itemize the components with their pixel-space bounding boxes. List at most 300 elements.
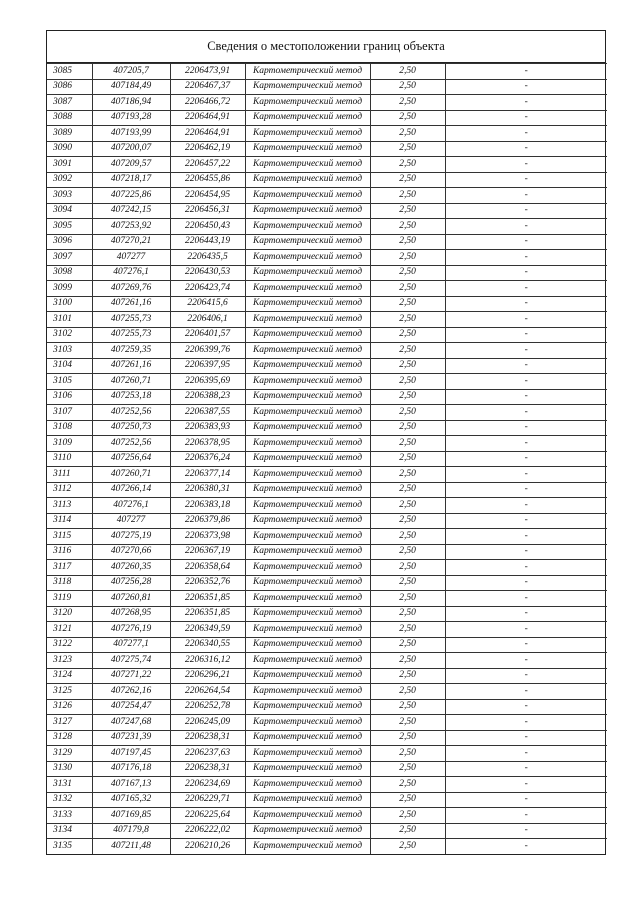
coordinate-y-cell: 2206467,37: [170, 79, 245, 95]
method-cell: Картометрический метод: [245, 172, 370, 188]
coordinate-y-cell: 2206349,59: [170, 622, 245, 638]
precision-cell: 2,50: [370, 64, 445, 80]
coordinate-x-cell: 407261,16: [92, 358, 170, 374]
table-row: [47, 699, 607, 715]
method-cell: Картометрический метод: [245, 203, 370, 219]
point-number-cell: 3089: [47, 126, 92, 142]
precision-cell: 2,50: [370, 203, 445, 219]
point-number-cell: 3109: [47, 436, 92, 452]
table-row: [47, 792, 607, 808]
coordinate-x-cell: 407247,68: [92, 715, 170, 731]
precision-cell: 2,50: [370, 420, 445, 436]
point-number-cell: 3096: [47, 234, 92, 250]
coordinate-y-cell: 2206454,95: [170, 188, 245, 204]
coordinate-x-cell: 407276,19: [92, 622, 170, 638]
method-cell: Картометрический метод: [245, 653, 370, 669]
point-number-cell: 3098: [47, 265, 92, 281]
coordinate-x-cell: 407165,32: [92, 792, 170, 808]
method-cell: Картометрический метод: [245, 157, 370, 173]
precision-cell: 2,50: [370, 715, 445, 731]
table-row: [47, 250, 607, 266]
coordinate-x-cell: 407179,8: [92, 823, 170, 839]
coordinate-y-cell: 2206352,76: [170, 575, 245, 591]
method-cell: Картометрический метод: [245, 374, 370, 390]
coordinate-x-cell: 407275,74: [92, 653, 170, 669]
coordinate-y-cell: 2206316,12: [170, 653, 245, 669]
description-cell: -: [445, 467, 607, 483]
point-number-cell: 3092: [47, 172, 92, 188]
coordinate-x-cell: 407260,35: [92, 560, 170, 576]
coordinate-y-cell: 2206383,18: [170, 498, 245, 514]
description-cell: -: [445, 64, 607, 80]
description-cell: -: [445, 622, 607, 638]
point-number-cell: 3127: [47, 715, 92, 731]
method-cell: Картометрический метод: [245, 405, 370, 421]
method-cell: Картометрический метод: [245, 436, 370, 452]
coordinate-y-cell: 2206455,86: [170, 172, 245, 188]
precision-cell: 2,50: [370, 157, 445, 173]
method-cell: Картометрический метод: [245, 761, 370, 777]
coordinate-y-cell: 2206415,6: [170, 296, 245, 312]
precision-cell: 2,50: [370, 126, 445, 142]
description-cell: -: [445, 513, 607, 529]
method-cell: Картометрический метод: [245, 746, 370, 762]
coordinate-x-cell: 407270,66: [92, 544, 170, 560]
table-row: [47, 684, 607, 700]
method-cell: Картометрический метод: [245, 715, 370, 731]
precision-cell: 2,50: [370, 95, 445, 111]
point-number-cell: 3104: [47, 358, 92, 374]
point-number-cell: 3101: [47, 312, 92, 328]
precision-cell: 2,50: [370, 839, 445, 854]
description-cell: -: [445, 637, 607, 653]
table-row: [47, 358, 607, 374]
description-cell: -: [445, 296, 607, 312]
coordinate-x-cell: 407276,1: [92, 265, 170, 281]
coordinate-y-cell: 2206464,91: [170, 126, 245, 142]
description-cell: -: [445, 172, 607, 188]
point-number-cell: 3085: [47, 64, 92, 80]
coordinate-x-cell: 407277: [92, 513, 170, 529]
coordinate-y-cell: 2206351,85: [170, 606, 245, 622]
table-row: [47, 234, 607, 250]
precision-cell: 2,50: [370, 529, 445, 545]
coordinate-x-cell: 407259,35: [92, 343, 170, 359]
precision-cell: 2,50: [370, 684, 445, 700]
point-number-cell: 3116: [47, 544, 92, 560]
precision-cell: 2,50: [370, 141, 445, 157]
coordinate-y-cell: 2206377,14: [170, 467, 245, 483]
table-row: [47, 389, 607, 405]
coordinate-x-cell: 407176,18: [92, 761, 170, 777]
method-cell: Картометрический метод: [245, 637, 370, 653]
table-row: [47, 730, 607, 746]
method-cell: Картометрический метод: [245, 296, 370, 312]
description-cell: -: [445, 482, 607, 498]
table-row: [47, 436, 607, 452]
coordinate-x-cell: 407252,56: [92, 436, 170, 452]
method-cell: Картометрический метод: [245, 219, 370, 235]
point-number-cell: 3091: [47, 157, 92, 173]
description-cell: -: [445, 498, 607, 514]
method-cell: Картометрический метод: [245, 482, 370, 498]
method-cell: Картометрический метод: [245, 792, 370, 808]
coordinate-y-cell: 2206406,1: [170, 312, 245, 328]
coordinate-y-cell: 2206399,76: [170, 343, 245, 359]
precision-cell: 2,50: [370, 172, 445, 188]
coordinate-x-cell: 407260,71: [92, 374, 170, 390]
coordinate-x-cell: 407169,85: [92, 808, 170, 824]
method-cell: Картометрический метод: [245, 126, 370, 142]
method-cell: Картометрический метод: [245, 777, 370, 793]
description-cell: -: [445, 668, 607, 684]
description-cell: -: [445, 591, 607, 607]
description-cell: -: [445, 405, 607, 421]
description-cell: -: [445, 188, 607, 204]
coordinate-y-cell: 2206466,72: [170, 95, 245, 111]
table-row: [47, 343, 607, 359]
coordinate-y-cell: 2206367,19: [170, 544, 245, 560]
table-row: [47, 622, 607, 638]
description-cell: -: [445, 823, 607, 839]
table-row: [47, 606, 607, 622]
coordinate-x-cell: 407255,73: [92, 327, 170, 343]
point-number-cell: 3111: [47, 467, 92, 483]
coordinate-y-cell: 2206435,5: [170, 250, 245, 266]
point-number-cell: 3126: [47, 699, 92, 715]
description-cell: -: [445, 95, 607, 111]
coordinate-x-cell: 407167,13: [92, 777, 170, 793]
table-row: [47, 327, 607, 343]
coordinate-y-cell: 2206378,95: [170, 436, 245, 452]
method-cell: Картометрический метод: [245, 823, 370, 839]
coordinate-x-cell: 407211,48: [92, 839, 170, 854]
coordinate-x-cell: 407260,71: [92, 467, 170, 483]
coordinate-x-cell: 407256,28: [92, 575, 170, 591]
coordinate-y-cell: 2206401,57: [170, 327, 245, 343]
coordinate-y-cell: 2206473,91: [170, 64, 245, 80]
point-number-cell: 3118: [47, 575, 92, 591]
coordinate-x-cell: 407271,22: [92, 668, 170, 684]
coordinate-y-cell: 2206234,69: [170, 777, 245, 793]
method-cell: Картометрический метод: [245, 575, 370, 591]
coordinate-x-cell: 407193,28: [92, 110, 170, 126]
coordinate-x-cell: 407261,16: [92, 296, 170, 312]
description-cell: -: [445, 420, 607, 436]
table-row: [47, 575, 607, 591]
description-cell: -: [445, 529, 607, 545]
method-cell: Картометрический метод: [245, 327, 370, 343]
point-number-cell: 3107: [47, 405, 92, 421]
coordinate-y-cell: 2206373,98: [170, 529, 245, 545]
precision-cell: 2,50: [370, 358, 445, 374]
point-number-cell: 3128: [47, 730, 92, 746]
coordinate-y-cell: 2206423,74: [170, 281, 245, 297]
point-number-cell: 3100: [47, 296, 92, 312]
method-cell: Картометрический метод: [245, 560, 370, 576]
precision-cell: 2,50: [370, 622, 445, 638]
method-cell: Картометрический метод: [245, 188, 370, 204]
point-number-cell: 3133: [47, 808, 92, 824]
coordinate-y-cell: 2206264,54: [170, 684, 245, 700]
coordinate-x-cell: 407225,86: [92, 188, 170, 204]
precision-cell: 2,50: [370, 823, 445, 839]
point-number-cell: 3094: [47, 203, 92, 219]
precision-cell: 2,50: [370, 482, 445, 498]
coordinate-y-cell: 2206457,22: [170, 157, 245, 173]
description-cell: -: [445, 544, 607, 560]
point-number-cell: 3103: [47, 343, 92, 359]
point-number-cell: 3114: [47, 513, 92, 529]
description-cell: -: [445, 777, 607, 793]
point-number-cell: 3115: [47, 529, 92, 545]
point-number-cell: 3112: [47, 482, 92, 498]
coordinate-y-cell: 2206464,91: [170, 110, 245, 126]
precision-cell: 2,50: [370, 560, 445, 576]
method-cell: Картометрический метод: [245, 622, 370, 638]
precision-cell: 2,50: [370, 281, 445, 297]
table-row: [47, 839, 607, 854]
precision-cell: 2,50: [370, 296, 445, 312]
precision-cell: 2,50: [370, 730, 445, 746]
description-cell: -: [445, 575, 607, 591]
precision-cell: 2,50: [370, 265, 445, 281]
method-cell: Картометрический метод: [245, 498, 370, 514]
table-row: [47, 296, 607, 312]
description-cell: -: [445, 808, 607, 824]
table-row: [47, 823, 607, 839]
table-row: [47, 126, 607, 142]
method-cell: Картометрический метод: [245, 699, 370, 715]
description-cell: -: [445, 792, 607, 808]
precision-cell: 2,50: [370, 389, 445, 405]
coordinate-y-cell: 2206238,31: [170, 730, 245, 746]
coordinate-x-cell: 407184,49: [92, 79, 170, 95]
coordinate-y-cell: 2206351,85: [170, 591, 245, 607]
table-title: Сведения о местоположении границ объекта: [47, 31, 605, 63]
table-row: [47, 637, 607, 653]
point-number-cell: 3129: [47, 746, 92, 762]
coordinate-y-cell: 2206387,55: [170, 405, 245, 421]
table-row: [47, 79, 607, 95]
method-cell: Картометрический метод: [245, 730, 370, 746]
description-cell: -: [445, 699, 607, 715]
description-cell: -: [445, 327, 607, 343]
point-number-cell: 3132: [47, 792, 92, 808]
description-cell: -: [445, 436, 607, 452]
method-cell: Картометрический метод: [245, 343, 370, 359]
coordinate-y-cell: 2206388,23: [170, 389, 245, 405]
coordinate-x-cell: 407253,92: [92, 219, 170, 235]
method-cell: Картометрический метод: [245, 389, 370, 405]
coordinate-x-cell: 407218,17: [92, 172, 170, 188]
point-number-cell: 3113: [47, 498, 92, 514]
coordinate-y-cell: 2206252,78: [170, 699, 245, 715]
method-cell: Картометрический метод: [245, 312, 370, 328]
precision-cell: 2,50: [370, 405, 445, 421]
table-row: [47, 95, 607, 111]
table-row: [47, 203, 607, 219]
description-cell: -: [445, 312, 607, 328]
coordinate-x-cell: 407253,18: [92, 389, 170, 405]
point-number-cell: 3106: [47, 389, 92, 405]
coordinate-y-cell: 2206456,31: [170, 203, 245, 219]
coordinate-x-cell: 407254,47: [92, 699, 170, 715]
method-cell: Картометрический метод: [245, 591, 370, 607]
precision-cell: 2,50: [370, 110, 445, 126]
precision-cell: 2,50: [370, 188, 445, 204]
coordinate-x-cell: 407255,73: [92, 312, 170, 328]
coordinate-y-cell: 2206358,64: [170, 560, 245, 576]
precision-cell: 2,50: [370, 498, 445, 514]
coordinate-y-cell: 2206443,19: [170, 234, 245, 250]
coordinate-y-cell: 2206395,69: [170, 374, 245, 390]
point-number-cell: 3117: [47, 560, 92, 576]
method-cell: Картометрический метод: [245, 358, 370, 374]
coordinate-y-cell: 2206397,95: [170, 358, 245, 374]
description-cell: -: [445, 157, 607, 173]
precision-cell: 2,50: [370, 575, 445, 591]
precision-cell: 2,50: [370, 436, 445, 452]
point-number-cell: 3134: [47, 823, 92, 839]
precision-cell: 2,50: [370, 79, 445, 95]
table-row: [47, 374, 607, 390]
coordinate-y-cell: 2206210,26: [170, 839, 245, 854]
precision-cell: 2,50: [370, 451, 445, 467]
point-number-cell: 3088: [47, 110, 92, 126]
precision-cell: 2,50: [370, 668, 445, 684]
coordinate-x-cell: 407260,81: [92, 591, 170, 607]
point-number-cell: 3093: [47, 188, 92, 204]
coordinate-y-cell: 2206376,24: [170, 451, 245, 467]
point-number-cell: 3087: [47, 95, 92, 111]
method-cell: Картометрический метод: [245, 110, 370, 126]
coordinate-y-cell: 2206430,53: [170, 265, 245, 281]
precision-cell: 2,50: [370, 746, 445, 762]
precision-cell: 2,50: [370, 234, 445, 250]
precision-cell: 2,50: [370, 327, 445, 343]
point-number-cell: 3097: [47, 250, 92, 266]
precision-cell: 2,50: [370, 219, 445, 235]
method-cell: Картометрический метод: [245, 467, 370, 483]
coordinate-x-cell: 407193,99: [92, 126, 170, 142]
description-cell: -: [445, 343, 607, 359]
description-cell: -: [445, 250, 607, 266]
description-cell: -: [445, 730, 607, 746]
method-cell: Картометрический метод: [245, 451, 370, 467]
coordinate-y-cell: 2206237,63: [170, 746, 245, 762]
method-cell: Картометрический метод: [245, 265, 370, 281]
description-cell: -: [445, 684, 607, 700]
table-row: [47, 761, 607, 777]
precision-cell: 2,50: [370, 699, 445, 715]
table-row: [47, 110, 607, 126]
precision-cell: 2,50: [370, 606, 445, 622]
coordinate-x-cell: 407197,45: [92, 746, 170, 762]
coordinate-x-cell: 407269,76: [92, 281, 170, 297]
method-cell: Картометрический метод: [245, 513, 370, 529]
table-row: [47, 777, 607, 793]
coordinate-y-cell: 2206462,19: [170, 141, 245, 157]
method-cell: Картометрический метод: [245, 606, 370, 622]
coordinate-x-cell: 407231,39: [92, 730, 170, 746]
table-row: [47, 560, 607, 576]
table-row: [47, 451, 607, 467]
coordinate-y-cell: 2206379,86: [170, 513, 245, 529]
coordinate-y-cell: 2206225,64: [170, 808, 245, 824]
description-cell: -: [445, 126, 607, 142]
description-cell: -: [445, 79, 607, 95]
point-number-cell: 3130: [47, 761, 92, 777]
table-row: [47, 281, 607, 297]
coordinate-y-cell: 2206245,09: [170, 715, 245, 731]
description-cell: -: [445, 653, 607, 669]
table-row: [47, 715, 607, 731]
coordinate-x-cell: 407276,1: [92, 498, 170, 514]
point-number-cell: 3090: [47, 141, 92, 157]
description-cell: -: [445, 374, 607, 390]
description-cell: -: [445, 281, 607, 297]
description-cell: -: [445, 141, 607, 157]
table-row: [47, 544, 607, 560]
point-number-cell: 3123: [47, 653, 92, 669]
description-cell: -: [445, 203, 607, 219]
point-number-cell: 3110: [47, 451, 92, 467]
method-cell: Картометрический метод: [245, 420, 370, 436]
point-number-cell: 3124: [47, 668, 92, 684]
point-number-cell: 3131: [47, 777, 92, 793]
precision-cell: 2,50: [370, 312, 445, 328]
precision-cell: 2,50: [370, 513, 445, 529]
description-cell: -: [445, 560, 607, 576]
table-row: [47, 482, 607, 498]
coordinate-x-cell: 407270,21: [92, 234, 170, 250]
table-row: [47, 746, 607, 762]
coordinate-x-cell: 407277: [92, 250, 170, 266]
point-number-cell: 3095: [47, 219, 92, 235]
coordinate-x-cell: 407252,56: [92, 405, 170, 421]
coordinate-x-cell: 407200,07: [92, 141, 170, 157]
coordinate-x-cell: 407275,19: [92, 529, 170, 545]
table-row: [47, 668, 607, 684]
coordinate-y-cell: 2206340,55: [170, 637, 245, 653]
precision-cell: 2,50: [370, 761, 445, 777]
coordinates-table: [47, 63, 607, 854]
table-row: [47, 405, 607, 421]
method-cell: Картометрический метод: [245, 281, 370, 297]
point-number-cell: 3086: [47, 79, 92, 95]
coordinate-x-cell: 407268,95: [92, 606, 170, 622]
coordinate-x-cell: 407266,14: [92, 482, 170, 498]
coordinate-x-cell: 407186,94: [92, 95, 170, 111]
precision-cell: 2,50: [370, 250, 445, 266]
description-cell: -: [445, 606, 607, 622]
method-cell: Картометрический метод: [245, 668, 370, 684]
precision-cell: 2,50: [370, 544, 445, 560]
point-number-cell: 3120: [47, 606, 92, 622]
table-row: [47, 141, 607, 157]
table-row: [47, 157, 607, 173]
table-row: [47, 219, 607, 235]
table-row: [47, 265, 607, 281]
description-cell: -: [445, 715, 607, 731]
precision-cell: 2,50: [370, 374, 445, 390]
method-cell: Картометрический метод: [245, 529, 370, 545]
boundary-table-frame: [46, 30, 606, 855]
table-row: [47, 420, 607, 436]
coordinate-x-cell: 407250,73: [92, 420, 170, 436]
precision-cell: 2,50: [370, 637, 445, 653]
